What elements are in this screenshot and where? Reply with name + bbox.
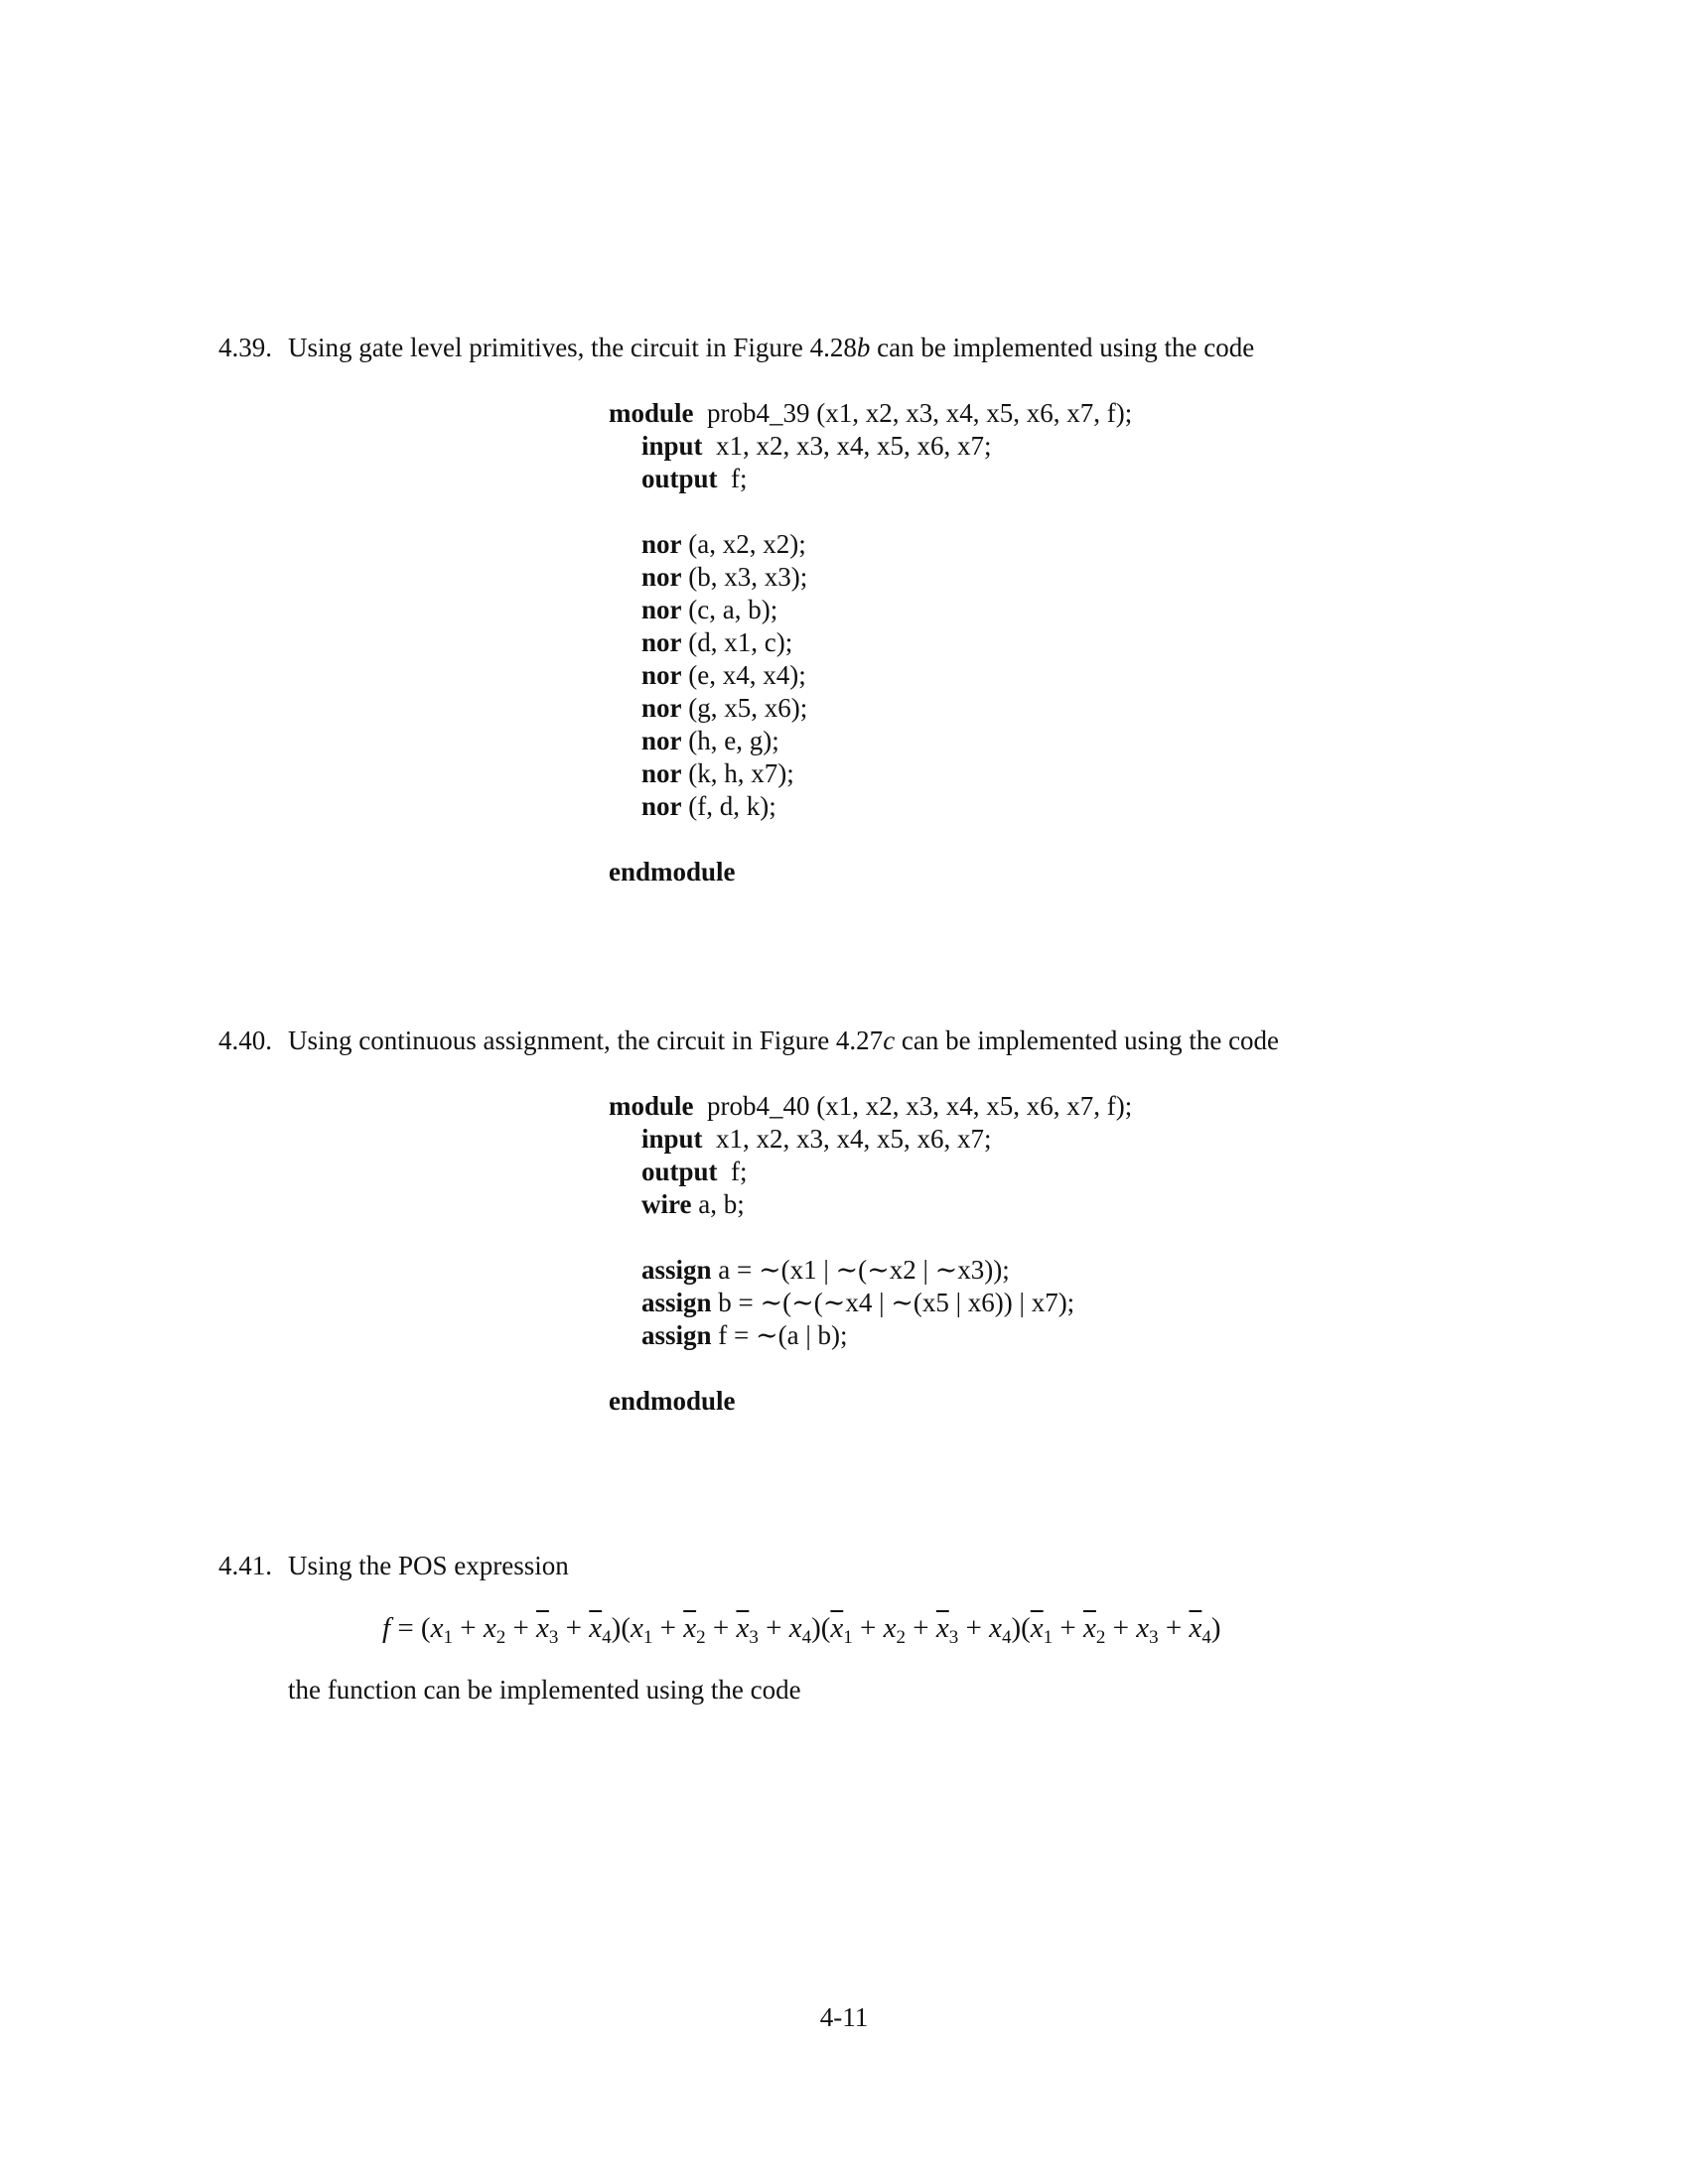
- code-line-gate: [609, 725, 1132, 757]
- code-text: (b, x3, x3);: [688, 562, 808, 592]
- keyword: nor: [641, 595, 682, 624]
- code-line-gate: [609, 790, 1132, 823]
- figure-letter: c: [883, 1025, 896, 1055]
- keyword: endmodule: [609, 857, 736, 887]
- code-line-gate: [609, 626, 1132, 659]
- code-text: (a, x2, x2);: [688, 529, 806, 559]
- problem-4-40-statement: [218, 1024, 1279, 1057]
- keyword: assign: [641, 1320, 712, 1350]
- code-line-gate: [609, 561, 1132, 594]
- keyword: endmodule: [609, 1386, 736, 1416]
- keyword: nor: [641, 627, 682, 657]
- keyword: nor: [641, 791, 682, 821]
- keyword: module: [609, 398, 694, 428]
- problem-text-end: can be implemented using the code: [895, 1025, 1280, 1055]
- problem-text: Using continuous assignment, the circuit in Figure 4.27: [288, 1025, 884, 1055]
- code-text: (g, x5, x6);: [688, 693, 808, 723]
- code-line-endmodule: [609, 1385, 1132, 1418]
- page-number: 4-11: [819, 2002, 869, 2032]
- keyword: nor: [641, 758, 682, 788]
- code-line-endmodule: [609, 856, 1132, 888]
- code-block-4-39: [609, 397, 1132, 888]
- code-text: prob4_39 (x1, x2, x3, x4, x5, x6, x7, f);: [707, 398, 1133, 428]
- code-line-assign: [609, 1254, 1132, 1287]
- keyword: input: [641, 431, 703, 461]
- keyword: nor: [641, 726, 682, 755]
- keyword: nor: [641, 529, 682, 559]
- code-line-input: [609, 430, 1132, 463]
- code-text: (e, x4, x4);: [688, 660, 806, 690]
- keyword: output: [641, 464, 718, 493]
- code-line-wire: [609, 1188, 1132, 1221]
- problem-number: 4.41.: [218, 1551, 272, 1580]
- problem-4-39-statement: [218, 331, 1254, 364]
- problem-text: Using the POS expression: [288, 1551, 569, 1580]
- code-text: a = ∼(x1 | ∼(∼x2 | ∼x3));: [718, 1255, 1010, 1285]
- keyword: nor: [641, 693, 682, 723]
- code-text: f = ∼(a | b);: [718, 1320, 848, 1350]
- keyword: assign: [641, 1255, 712, 1285]
- code-line-gate: [609, 659, 1132, 692]
- code-text: b = ∼(∼(∼x4 | ∼(x5 | x6)) | x7);: [718, 1288, 1075, 1317]
- keyword: input: [641, 1124, 703, 1154]
- keyword: output: [641, 1157, 718, 1186]
- code-line-output: [609, 463, 1132, 495]
- code-text: (c, a, b);: [688, 595, 778, 624]
- code-text: (f, d, k);: [688, 791, 776, 821]
- problem-text: Using gate level primitives, the circuit in Figure 4.28: [288, 333, 857, 362]
- code-text: f;: [731, 464, 748, 493]
- code-line-assign: [609, 1287, 1132, 1319]
- figure-letter: b: [856, 333, 871, 362]
- code-text: (d, x1, c);: [688, 627, 793, 657]
- code-text: x1, x2, x3, x4, x5, x6, x7;: [716, 431, 992, 461]
- code-line-output: [609, 1156, 1132, 1188]
- code-line-gate: [609, 757, 1132, 790]
- code-text: (h, e, g);: [688, 726, 779, 755]
- problem-4-41-continuation: the function can be implemented using the code: [288, 1675, 801, 1705]
- keyword: module: [609, 1091, 694, 1121]
- code-text: a, b;: [698, 1189, 745, 1219]
- problem-number: 4.39.: [218, 333, 272, 362]
- pos-expression: $f = (x_1 + x_2 + \overline{x}_3 + \overline{x}_4)(x_1 + \overline{x}_2 + \overline{x}_3 + x_4)(\overline{x}_1 + x_2 + \overline{x}_3 + x_4)(\overline{x}_1 + \overline{x}_2 + x_3 + \overline{x}_4)$: [382, 1612, 1221, 1648]
- keyword: wire: [641, 1189, 692, 1219]
- problem-text-end: can be implemented using the code: [870, 333, 1255, 362]
- problem-4-41-statement: [218, 1549, 569, 1582]
- code-line-gate: [609, 594, 1132, 626]
- code-text: prob4_40 (x1, x2, x3, x4, x5, x6, x7, f);: [707, 1091, 1133, 1121]
- code-text: f;: [731, 1157, 748, 1186]
- code-line-gate: [609, 692, 1132, 725]
- code-line-input: [609, 1123, 1132, 1156]
- code-text: (k, h, x7);: [688, 758, 794, 788]
- code-text: x1, x2, x3, x4, x5, x6, x7;: [716, 1124, 992, 1154]
- code-line-assign: [609, 1319, 1132, 1352]
- code-line-module: [609, 1090, 1132, 1123]
- code-line-module: [609, 397, 1132, 430]
- code-block-4-40: [609, 1090, 1132, 1418]
- keyword: nor: [641, 660, 682, 690]
- keyword: nor: [641, 562, 682, 592]
- problem-number: 4.40.: [218, 1025, 272, 1055]
- code-line-gate: [609, 528, 1132, 561]
- keyword: assign: [641, 1288, 712, 1317]
